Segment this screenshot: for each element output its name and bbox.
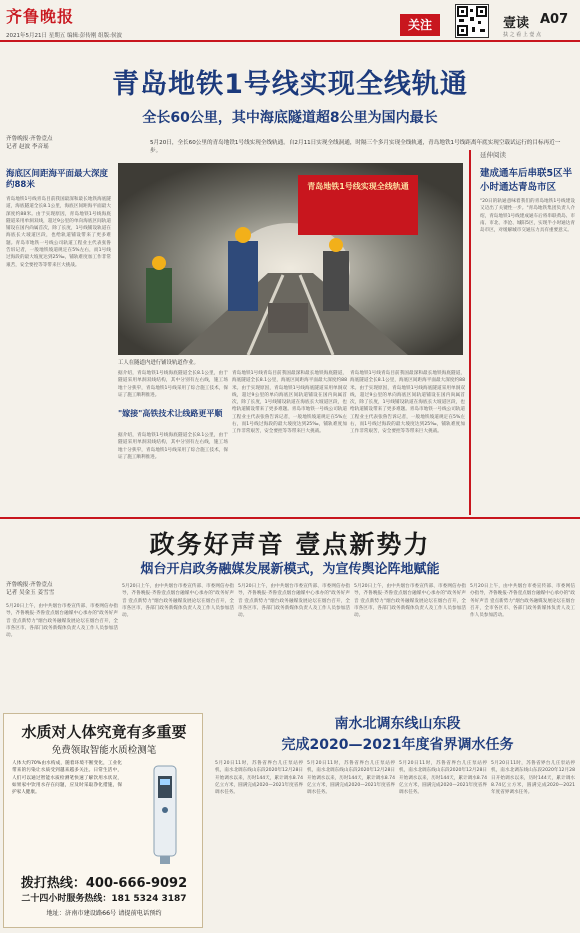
qr-code-icon — [455, 4, 489, 38]
ad-hours: 二十四小时服务热线：181 5324 3187 — [21, 894, 187, 904]
byline-block — [6, 135, 53, 151]
body-column-2-intro: 据介绍，青岛地铁1号线海底隧道全长8.1公里，由于隧道采用单洞双线结构，其中分别有左右线，施工场地十分狭窄，青岛地铁1号线采用了综合施工技术，保证了施工顺利推进。 — [118, 371, 228, 398]
ad-body: 人体大约70%由水构成，随着环境不断变化，工业化带来的污染让水质受到越来越多关注。日常生活中，人们可以通过智能水质检测笔快速了解饮用水状况，如果家中饮用水存在问题，应及时采取净化措施，保护家人健康。 — [12, 761, 122, 796]
side-headline: 建成通车后串联5区半小时通达青岛市区 — [480, 168, 573, 193]
side-body: "20日的轨通意味着我们的青岛地铁1号线建设又迈出了关键性一步。"青岛地铁集团负责人介绍，青岛地铁1号线建成通车后将串联黄岛、市南、市北、李沧、城阳5区，实现半小时通达青岛市区，对缓解城市交通压力具有重要意义。 — [480, 199, 575, 234]
third-body-col-1: 5月20日11时，苏鲁省界台儿庄泵站停机，南水北调东线山东段2020年12月28日开始调水以来，历时144天，累计调水8.74亿立方米，圆满完成2020—2021年度省界调水任务。 — [215, 761, 303, 796]
newspaper-logo: 齐鲁晚报 — [6, 7, 75, 26]
ad-title: 水质对人体究竟有多重要 — [21, 723, 187, 741]
page-number: A07 — [540, 12, 569, 27]
sidebar-rule — [469, 150, 471, 515]
second-body-col-2: 5月20日上午，由中共烟台市委宣传部、市委网信办指导，齐鲁晚报·齐鲁壹点烟台融媒中心承办的"政务好声音 壹点新势力"烟台政务融媒发展论坛在烟台召开，全市各区市、各部门政务新媒体负责人及工作人员参加活动。 — [122, 584, 234, 619]
reporter: 记者 赵波 李音瑶 — [6, 144, 49, 150]
ad-address: 地址：济南市建设路66号 请提前电话预约 — [46, 910, 162, 917]
tds-pen-icon — [134, 762, 194, 867]
side-label: 延伸阅读 — [480, 151, 506, 159]
water-test-ad — [3, 713, 203, 928]
second-byline-block — [6, 581, 54, 597]
tunnel-photo — [118, 163, 463, 355]
body-column-4: 青岛地铁1号线青岛目前我国最深和最长地铁海底隧道，海底隧道全长8.1公里，海底区间距海平面最大深度约88米。由于实现原因，青岛地铁1号线海底隧道采用单洞双线，超过9公里的单向海底区间轨道铺设在国内尚属首次，除了长度，1号线铺设轨道在海底长大坡道区段，也给轨道铺设带来了更多难题。青岛市地铁一号线公司轨道工程业主代表张鲁告诉记者，一般地铁坡道规定在5%左右，而1号线过海段的最大坡度达到25‰，铺轨难度加工作非常艰苦，安全要控等等带来巨大挑战。 — [350, 371, 465, 435]
section-divider — [0, 517, 580, 519]
byline: 齐鲁晚报·齐鲁壹点 — [6, 136, 53, 142]
body-column-left: 青岛地铁1号线青岛目前我国最深和最长地铁海底隧道，海底隧道全长8.1公里，海底区间距海平面最大深度约88米。由于实现原因，青岛地铁1号线海底隧道采用单洞双线，超过9公里的单向海底区间轨道铺设在国内尚属首次，除了长度，1号线铺设轨道在海底长大坡道区段，也给轨道铺设带来了更多难题。青岛市地铁一号线公司轨道工程业主代表张鲁告诉记者，一般地铁坡道规定在5%左右，而1号线过海段的最大坡度达到25‰，铺轨难度加工作非常艰苦，安全要控等等带来巨大挑战。 — [6, 197, 111, 268]
second-subheadline: 烟台开启政务融媒发展新模式，为宣传舆论阵地赋能 — [140, 562, 440, 577]
masthead-rule — [0, 40, 580, 42]
lead-paragraph: 5月20日，全长60公里的青岛地铁1号线实现全线轨通。自2月11日实现全线洞通，时隔三个多月实现全线轨通，青岛地铁1号线距离年底实现空载试运行的目标再近一步。 — [150, 140, 561, 154]
photo-caption: 工人在隧道内进行铺设轨道作业。 — [118, 360, 199, 366]
body-column-2: 据介绍，青岛地铁1号线海底隧道全长8.1公里，由于隧道采用单洞双线结构，其中分别有左右线，施工场地十分狭窄，青岛地铁1号线采用了综合施工技术，保证了施工顺利推进。 — [118, 433, 228, 460]
reporter: 记者 吴金玉 姜雪雪 — [6, 590, 55, 596]
third-headline-1: 南水北调东线山东段 — [334, 716, 461, 732]
photo-banner-text: 青岛地铁1号线实现全线轨通 — [307, 182, 409, 191]
second-body-col-4: 5月20日上午，由中共烟台市委宣传部、市委网信办指导，齐鲁晚报·齐鲁壹点烟台融媒中心承办的"政务好声音 壹点新势力"烟台政务融媒发展论坛在烟台召开，全市各区市、各部门政务新媒体负责人及工作人员参加活动。 — [354, 584, 466, 619]
second-body-col-5: 5月20日上午，由中共烟台市委宣传部、市委网信办指导，齐鲁晚报·齐鲁壹点烟台融媒中心承办的"政务好声音 壹点新势力"烟台政务融媒发展论坛在烟台召开，全市各区市、各部门政务新媒体负责人及工作人员参加活动。 — [470, 584, 575, 619]
date-line: 2021年5月21日 星期五 编辑:彭传刚 组版:侯波 — [6, 33, 122, 39]
ad-hotline: 拨打热线：400-666-9092 — [20, 876, 188, 891]
third-body-col-2: 5月20日11时，苏鲁省界台儿庄泵站停机，南水北调东线山东段2020年12月28日开始调水以来，历时144天，累计调水8.74亿立方米，圆满完成2020—2021年度省界调水任务。 — [307, 761, 395, 796]
lead-headline: 青岛地铁1号线实现全线轨通 — [112, 69, 468, 100]
ad-subtitle: 免费领取智能水质检测笔 — [51, 745, 157, 756]
left-subhead: 海底区间距海平面最大深度约88米 — [6, 169, 109, 190]
column-name: 壹读 — [503, 16, 530, 31]
second-body-col-3: 5月20日上午，由中共烟台市委宣传部、市委网信办指导，齐鲁晚报·齐鲁壹点烟台融媒中心承办的"政务好声音 壹点新势力"烟台政务融媒发展论坛在烟台召开，全市各区市、各部门政务新媒体负责人及工作人员参加活动。 — [238, 584, 350, 619]
body-column-3: 青岛地铁1号线青岛目前我国最深和最长地铁海底隧道，海底隧道全长8.1公里，海底区间距海平面最大深度约88米。由于实现原因，青岛地铁1号线海底隧道采用单洞双线，超过9公里的单向海底区间轨道铺设在国内尚属首次，除了长度，1号线铺设轨道在海底长大坡道区段，也给轨道铺设带来了更多难题。青岛市地铁一号线公司轨道工程业主代表张鲁告诉记者，一般地铁坡道规定在5%左右，而1号线过海段的最大坡度达到25‰，铺轨难度加工作非常艰苦，安全要控等等带来巨大挑战。 — [232, 371, 347, 435]
second-body-col-1: 5月20日上午，由中共烟台市委宣传部、市委网信办指导，齐鲁晚报·齐鲁壹点烟台融媒中心承办的"政务好声音 壹点新势力"烟台政务融媒发展论坛在烟台召开，全市各区市、各部门政务新媒体负责人及工作人员参加活动。 — [6, 604, 118, 639]
column-tagline: 扶 之 看 上 壹 点 — [503, 32, 541, 38]
third-headline-2: 完成2020—2021年度省界调水任务 — [281, 737, 514, 753]
third-body-col-3: 5月20日11时，苏鲁省界台儿庄泵站停机，南水北调东线山东段2020年12月28日开始调水以来，历时144天，累计调水8.74亿立方米，圆满完成2020—2021年度省界调水任务。 — [399, 761, 487, 796]
follow-badge: 关注 — [400, 14, 440, 36]
third-body-col-4: 5月20日11时，苏鲁省界台儿庄泵站停机，南水北调东线山东段2020年12月28日开始调水以来，历时144天，累计调水8.74亿立方米，圆满完成2020—2021年度省界调水任务。 — [491, 761, 575, 796]
byline: 齐鲁晚报·齐鲁壹点 — [6, 582, 53, 588]
lead-subheadline: 全长60公里，其中海底隧道超8公里为国内最长 — [142, 110, 438, 126]
second-headline: 政务好声音 壹点新势力 — [149, 530, 431, 559]
mid-subhead: "嫁接"高铁技术让线路更平顺 — [118, 409, 223, 418]
